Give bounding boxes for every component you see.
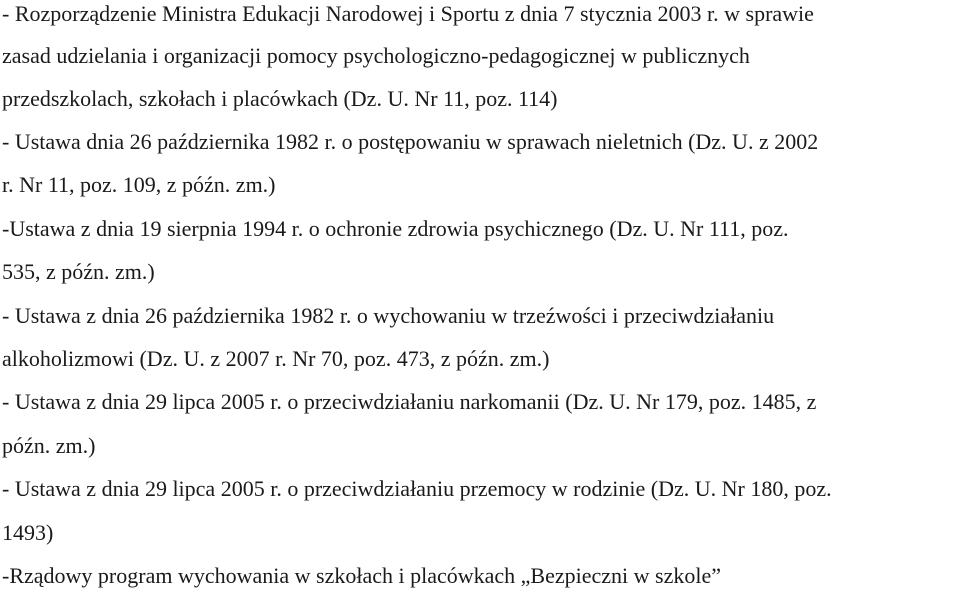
text-line: - Ustawa dnia 26 października 1982 r. o postępowaniu w sprawach nieletnich (Dz. U. z 2002 bbox=[2, 129, 819, 154]
text-line: - Ustawa z dnia 29 lipca 2005 r. o przeciwdziałaniu narkomanii (Dz. U. Nr 179, poz. 1485, z bbox=[2, 389, 817, 414]
text-line: późn. zm.) bbox=[2, 433, 96, 458]
text-line: - Rozporządzenie Ministra Edukacji Narodowej i Sportu z dnia 7 stycznia 2003 r. w sprawie bbox=[2, 1, 814, 26]
text-line: 535, z późn. zm.) bbox=[2, 259, 155, 284]
text-line: alkoholizmowi (Dz. U. z 2007 r. Nr 70, poz. 473, z późn. zm.) bbox=[2, 346, 550, 371]
text-line: -Ustawa z dnia 19 sierpnia 1994 r. o ochronie zdrowia psychicznego (Dz. U. Nr 111, poz. bbox=[2, 216, 789, 241]
text-line: 1493) bbox=[2, 520, 54, 545]
text-line: - Ustawa z dnia 26 października 1982 r. o wychowaniu w trzeźwości i przeciwdziałaniu bbox=[2, 303, 775, 328]
text-line: - Ustawa z dnia 29 lipca 2005 r. o przeciwdziałaniu przemocy w rodzinie (Dz. U. Nr 180, poz. bbox=[2, 476, 832, 501]
text-line: przedszkolach, szkołach i placówkach (Dz. U. Nr 11, poz. 114) bbox=[2, 86, 558, 111]
text-line: zasad udzielania i organizacji pomocy psychologiczno-pedagogicznej w publicznych bbox=[2, 43, 750, 68]
text-line: r. Nr 11, poz. 109, z późn. zm.) bbox=[2, 172, 276, 197]
text-line: -Rządowy program wychowania w szkołach i placówkach „Bezpieczni w szkole” bbox=[2, 563, 721, 588]
